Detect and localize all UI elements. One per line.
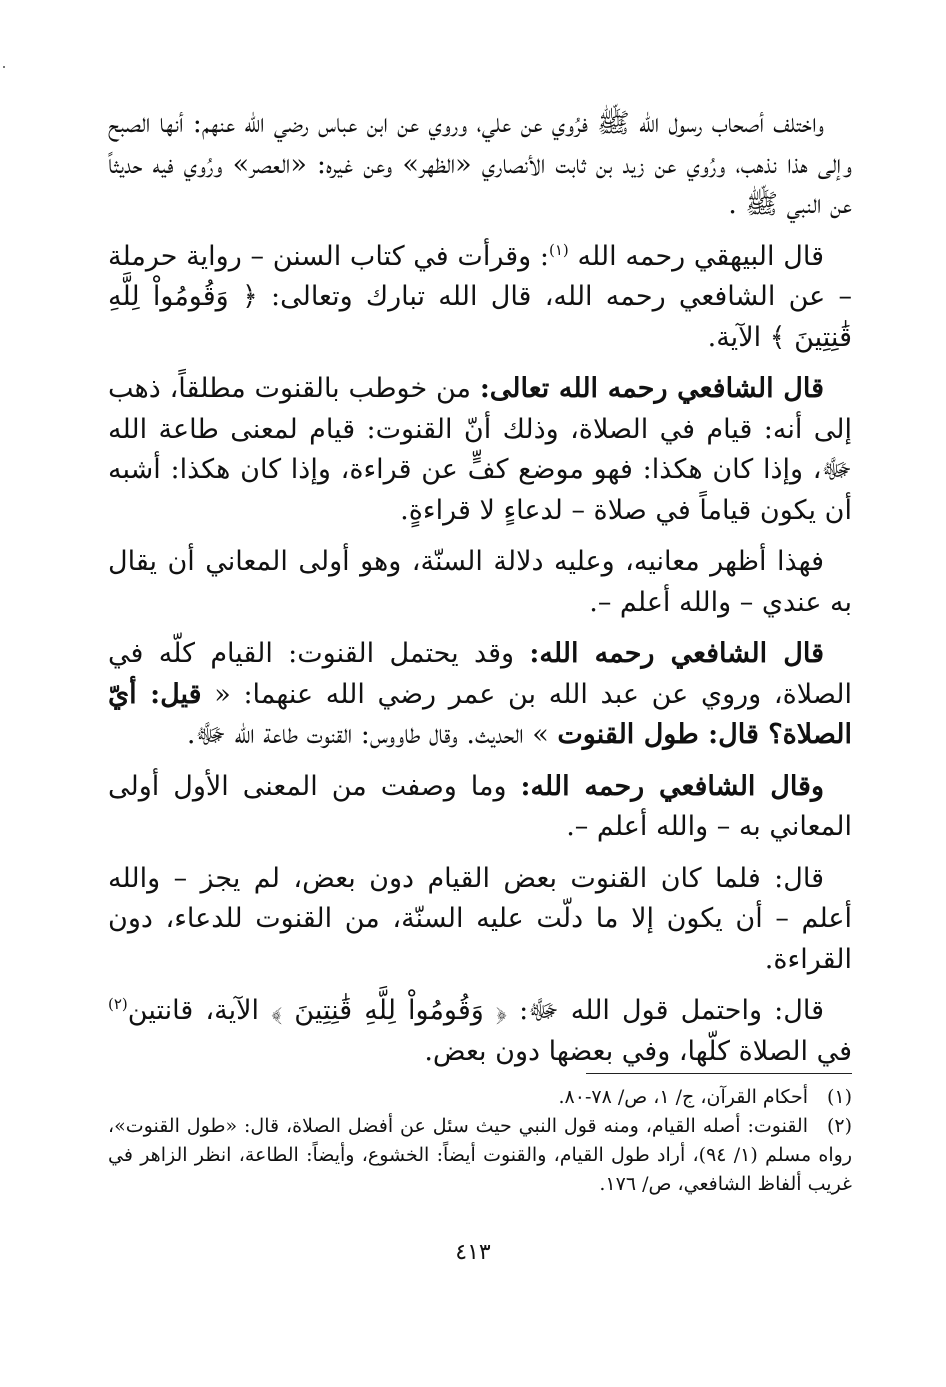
footnote-ref: (١) bbox=[549, 240, 569, 259]
text-run: قال البيهقي رحمه الله bbox=[568, 240, 824, 272]
text-run: وما وصفت من المعنى الأول أولى المعاني به – والله أعلم –. bbox=[108, 770, 852, 842]
footnotes bbox=[108, 1083, 852, 1199]
footnote-separator bbox=[586, 1073, 852, 1074]
paragraph bbox=[108, 859, 852, 981]
bold-text: وقال الشافعي رحمه الله: bbox=[520, 770, 825, 802]
footnote-number: (٢) bbox=[826, 1115, 852, 1137]
footnote bbox=[108, 1112, 852, 1199]
paragraph bbox=[108, 237, 852, 359]
text-run: » الحديث. وقال طاووس: القنوت طاعة الله ﷻ. bbox=[186, 719, 558, 750]
main-text bbox=[108, 104, 852, 1083]
text-run: : وقرأت في كتاب السنن – رواية حرملة – عن الشافعي رحمه الله، قال الله تبارك وتعالى: ﴿ وَقُومُواْ لِلَّهِ قَٰنِتِينَ ﴾ الآية. bbox=[108, 240, 852, 353]
footnote-ref: (٢) bbox=[108, 995, 128, 1013]
paragraph bbox=[108, 542, 852, 623]
text-run: وقد يحتمل القنوت: القيام كلّه في الصلاة، وروي عن عبد الله بن عمر رضي الله عنهما: « bbox=[108, 638, 852, 710]
text-run: واختلف أصحاب رسول الله ﷺ فرُوي عن علي، وروي عن ابن عباس رضي الله عنهم: أنها الصبح وإلى هذا نذهب، ورُوي عن زيد بن ثابت الأنصاري «الظهر» وعن غيره: «العصر» ورُوي فيه حديثاً عن النبي ﷺ . bbox=[108, 108, 852, 220]
text-run: في الصلاة كلّها، وفي بعضها دون بعض. bbox=[424, 1035, 852, 1067]
paragraph bbox=[108, 104, 852, 226]
paragraph bbox=[108, 634, 852, 756]
text-run: قال: واحتمل قول الله ﷻ: ﴿ وَقُومُواْ لِلَّهِ قَٰنِتِينَ ﴾ الآية، قانتين bbox=[127, 995, 824, 1026]
text-run: فهذا أظهر معانيه، وعليه دلالة السنّة، وهو أولى المعاني أن يقال به عندي – والله أعلم –. bbox=[108, 546, 852, 618]
margin-mark bbox=[3, 66, 5, 68]
footnote-number: (١) bbox=[826, 1086, 852, 1108]
footnote-text: القنوت: أصله القيام، ومنه قول النبي حيث سئل عن أفضل الصلاة، قال: «طول القنوت»، رواه مسلم (١/ ٩٤)، أراد طول القيام، والقنوت أيضاً: الخشوع، وأيضاً: الطاعة، انظر الزاهر في غريب ألفاظ الشافعي، ص/ ١٧٦. bbox=[108, 1115, 852, 1195]
bold-text: قال الشافعي رحمه الله: bbox=[529, 638, 824, 669]
paragraph bbox=[108, 767, 852, 848]
footnote-text: أحكام القرآن، ج/ ١، ص/ ٧٨-٨٠. bbox=[558, 1086, 808, 1108]
text-run: من خوطب بالقنوت مطلقاً، ذهب إلى أنه: قيام في الصلاة، وذلك أنّ القنوت: قيام لمعنى طاعة الله ﷻ، وإذا كان هكذا: فهو موضع كفٍّ عن قراءة، وإذا كان هكذا: أشبه أن يكون قياماً في صلاة – لدعاءٍ لا قراءةٍ. bbox=[108, 373, 852, 526]
text-run: قال: فلما كان القنوت بعض القيام دون بعض، لم يجز – والله أعلم – أن يكون إلا ما دلّت عليه السنّة، من القنوت للدعاء، دون القراءة. bbox=[108, 862, 852, 975]
paragraph bbox=[108, 369, 852, 531]
bold-text: قال الشافعي رحمه الله تعالى: bbox=[479, 373, 824, 404]
page-number: ٤١٣ bbox=[455, 1240, 491, 1265]
paragraph bbox=[108, 991, 852, 1072]
footnote bbox=[108, 1083, 852, 1112]
bold-text: قيل: أيّ الصلاة؟ قال: طول القنوت bbox=[108, 678, 852, 750]
